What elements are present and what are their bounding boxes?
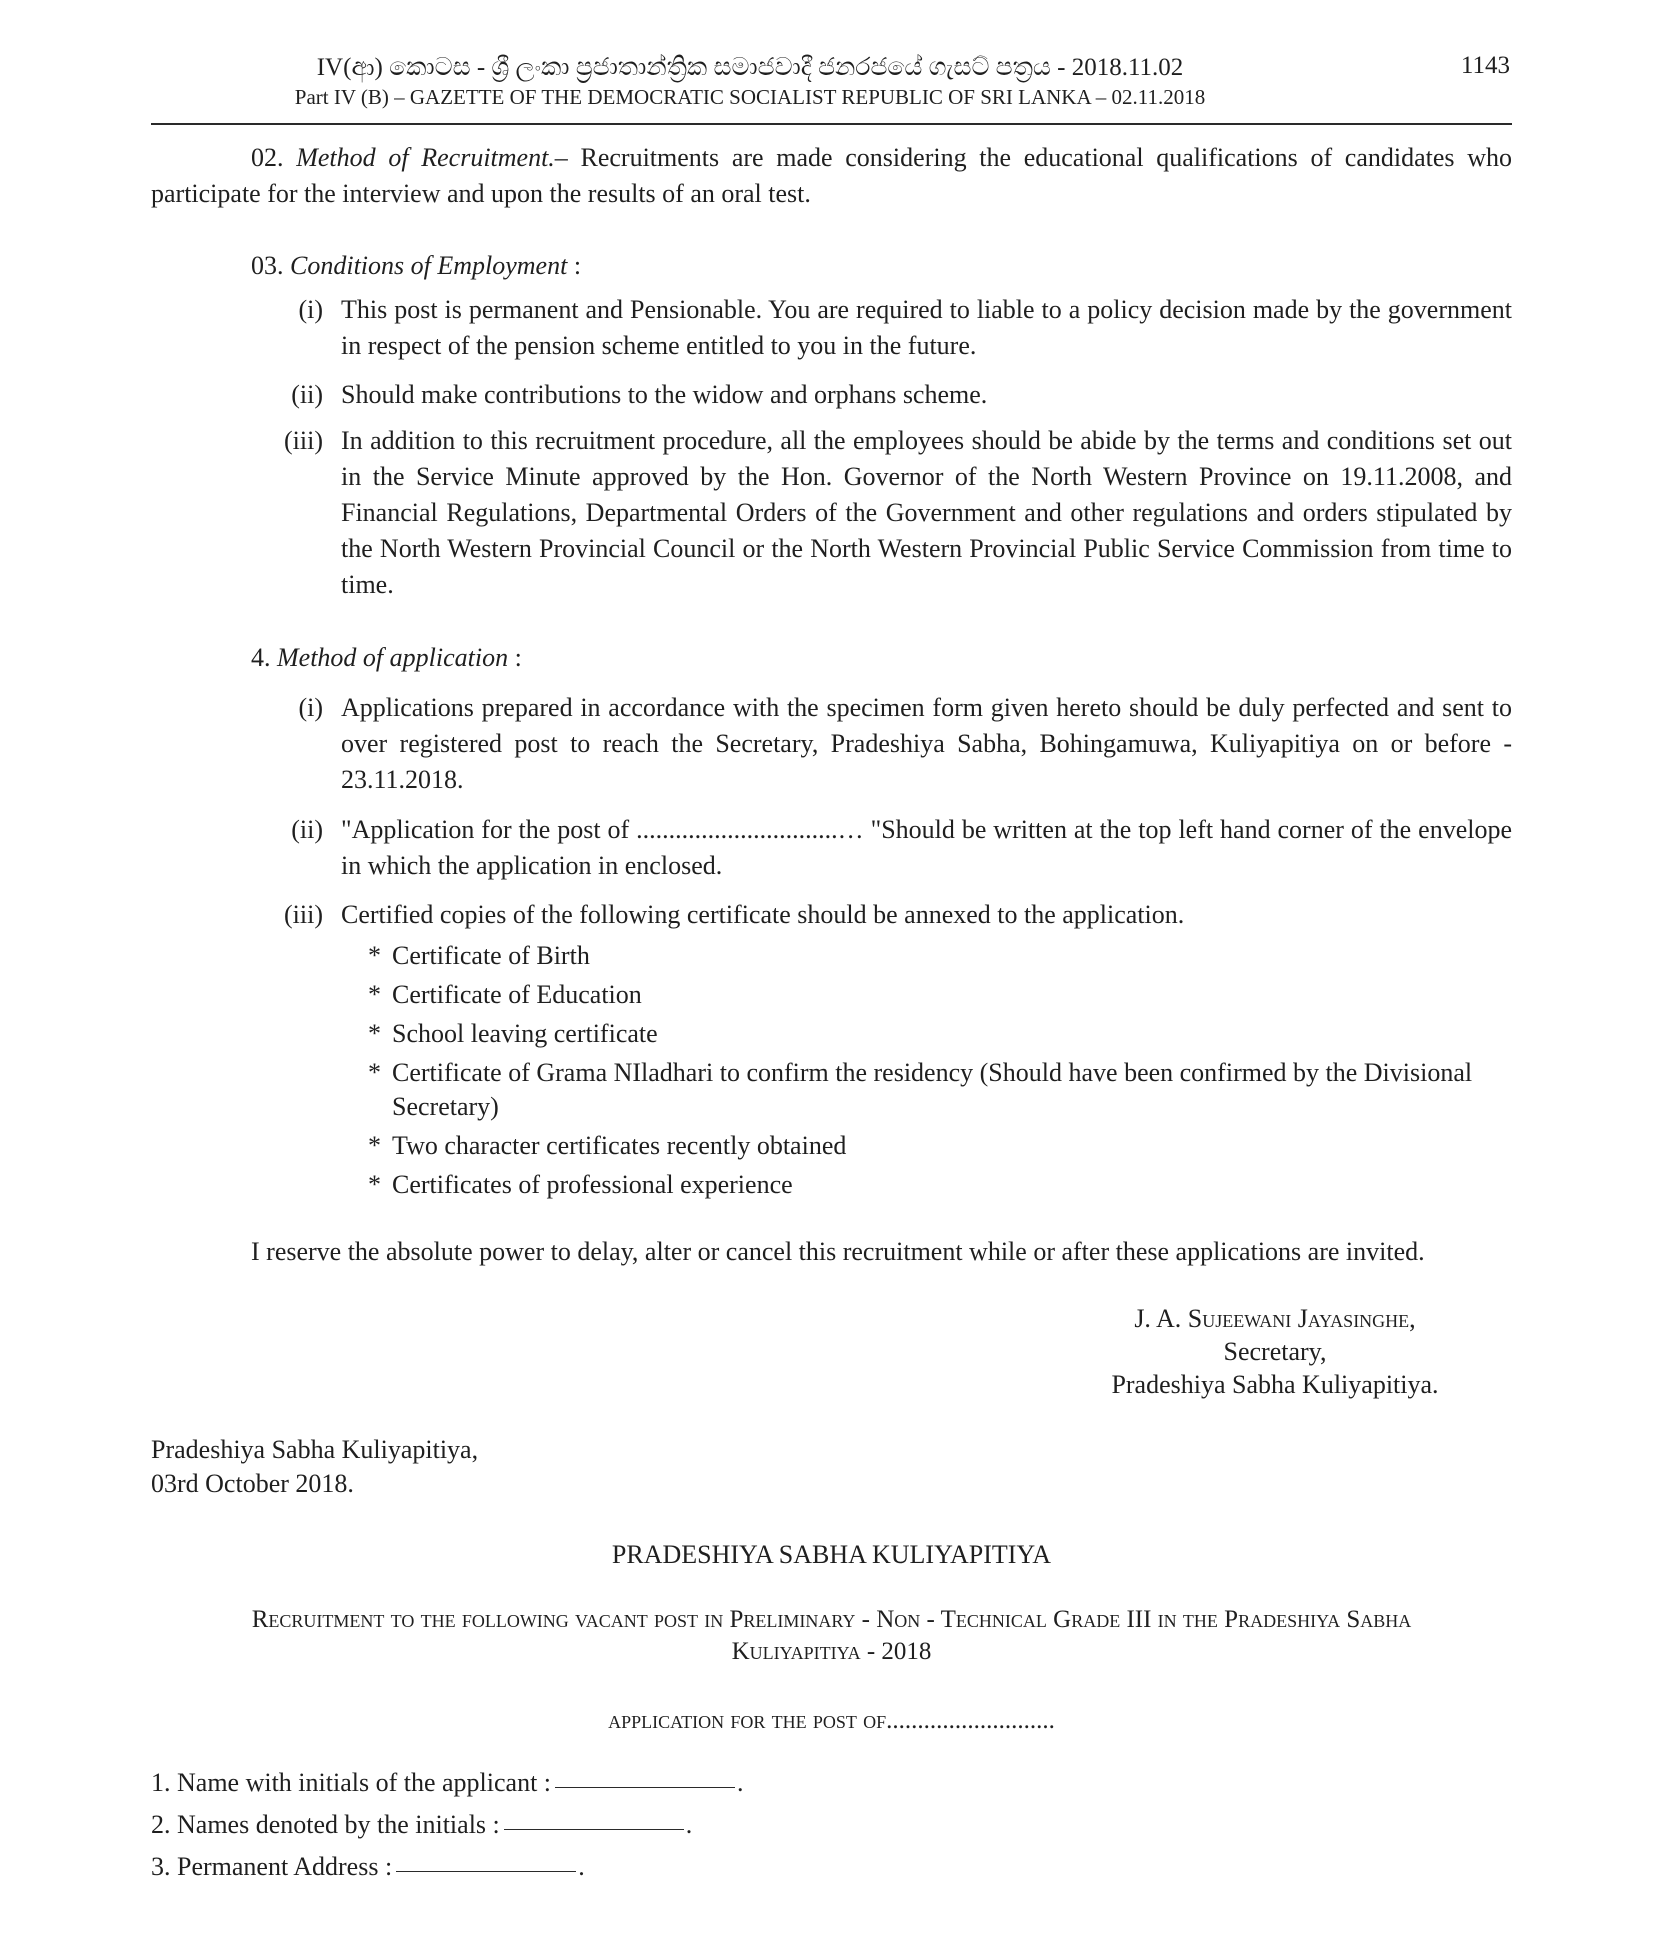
signature-office: Pradeshiya Sabha Kuliyapitiya. xyxy=(1111,1370,1439,1399)
certificate-text: Certificate of Education xyxy=(392,980,642,1009)
bullet-star: * xyxy=(368,1058,381,1087)
section-2-number: 02. xyxy=(251,143,284,172)
item-text: In addition to this recruitment procedure, all the employees should be abide by the terms and conditions set out in the Service Minute approved by the Hon. Governor of the North Western Province on 19.11.2008, and Financial Regulations, Departmental Orders of the Government and other regulations and orders stipulated by the North Western Provincial Council or the North Western Provincial Public Service Commission from time to time. xyxy=(341,426,1512,599)
certificate-list-item xyxy=(368,978,1512,1012)
form-org-title: PRADESHIYA SABHA KULIYAPITIYA xyxy=(611,1540,1052,1569)
section-3-title: Conditions of Employment xyxy=(290,251,568,280)
item-text: "Application for the post of ...............................… "Should be written at the top left hand corner of the envelope in which the application in enclosed. xyxy=(341,815,1512,880)
field-end: . xyxy=(578,1852,585,1881)
application-dots: ........................... xyxy=(886,1707,1055,1734)
item-number: (ii) xyxy=(291,380,323,409)
item-text: This post is permanent and Pensionable. You are required to liable to a policy decision made by the government in respect of the pension scheme entitled to you in the future. xyxy=(341,295,1512,360)
section-4-title: Method of application xyxy=(277,643,509,672)
item-text: Applications prepared in accordance with the specimen form given hereto should be duly perfected and sent to over registered post to reach the Secretary, Pradeshiya Sabha, Bohingamuwa, Kuliyapitiya on or before - 23.11.2018. xyxy=(341,693,1512,794)
form-recruitment-line-1: Recruitment to the following vacant post in Preliminary - Non - Technical Grade III in the Pradeshiya Sabha xyxy=(251,1606,1412,1633)
item-number: (iii) xyxy=(284,426,323,455)
section-4-item-2 xyxy=(251,812,1512,884)
field-label: 2. Names denoted by the initials : xyxy=(151,1810,500,1839)
bullet-star: * xyxy=(368,980,381,1009)
certificate-list-item xyxy=(368,939,1512,973)
section-2-text: Recruitments are made considering the educational qualifications of candidates who participate for the interview and upon the results of an oral test. xyxy=(151,143,1513,208)
signature-name xyxy=(1000,1302,1550,1335)
bullet-star: * xyxy=(368,941,381,970)
certificate-text: School leaving certificate xyxy=(392,1019,658,1048)
section-4-number: 4. xyxy=(251,643,271,672)
form-field-names-denoted xyxy=(151,1808,1512,1842)
form-field-permanent-address xyxy=(151,1850,1512,1884)
reserve-note: I reserve the absolute power to delay, alter or cancel this recruitment while or after these applications are invited. xyxy=(251,1237,1425,1266)
field-label: 1. Name with initials of the applicant : xyxy=(151,1768,552,1797)
header-sinhala-line: IV(ආ) කොටස - ශ්‍රී ලංකා ප්‍රජාතාන්ත්‍රික සමාජවාදී ජනරජයේ ගැසට් පත්‍රය - 2018.11.02 xyxy=(316,54,1184,81)
bullet-star: * xyxy=(368,1131,381,1160)
item-number: (i) xyxy=(298,295,323,324)
section-4-item-1 xyxy=(251,690,1512,798)
form-field-name-initials xyxy=(151,1766,1512,1800)
section-2-paragraph xyxy=(151,140,1512,212)
certificate-list-item xyxy=(368,1168,1512,1202)
field-blank-line xyxy=(396,1871,576,1872)
field-end: . xyxy=(737,1768,744,1797)
field-label: 3. Permanent Address : xyxy=(151,1852,393,1881)
field-blank-line xyxy=(555,1787,735,1788)
application-label: application for the post of xyxy=(608,1707,887,1734)
date-line: 03rd October 2018. xyxy=(151,1469,354,1498)
signature-title: Secretary, xyxy=(1223,1337,1327,1366)
form-application-heading xyxy=(151,1705,1512,1737)
signatory-name: J. A. Sujeewani Jayasinghe, xyxy=(1134,1304,1416,1333)
field-end: . xyxy=(685,1810,693,1839)
section-4-suffix: : xyxy=(508,643,522,672)
section-3-heading xyxy=(251,248,1251,284)
item-number: (i) xyxy=(298,693,323,722)
field-blank-line xyxy=(504,1829,684,1830)
section-4-item-3 xyxy=(251,897,1512,933)
section-2-title: Method of Recruitment.– xyxy=(296,143,568,172)
item-number: (iii) xyxy=(284,900,323,929)
header-rule xyxy=(151,123,1512,125)
item-number: (ii) xyxy=(291,815,323,844)
section-3-item-2 xyxy=(251,377,1512,413)
section-3-item-3 xyxy=(251,423,1512,603)
section-3-number: 03. xyxy=(251,251,284,280)
certificate-list-item xyxy=(368,1017,1512,1051)
form-recruitment-line-2: Kuliyapitiya - 2018 xyxy=(731,1638,932,1665)
item-text: Should make contributions to the widow and orphans scheme. xyxy=(341,380,988,409)
certificate-text: Certificate of Birth xyxy=(392,941,590,970)
bullet-star: * xyxy=(368,1019,381,1048)
page-number: 1143 xyxy=(1460,52,1510,79)
item-text: Certified copies of the following certificate should be annexed to the application. xyxy=(341,900,1185,929)
certificate-list-item xyxy=(368,1056,1512,1124)
certificate-list-item xyxy=(368,1129,1512,1163)
certificate-text: Two character certificates recently obtained xyxy=(392,1131,847,1160)
header-english-line: Part IV (B) – GAZETTE OF THE DEMOCRATIC SOCIALIST REPUBLIC OF SRI LANKA – 02.11.2018 xyxy=(294,85,1206,109)
section-4-heading xyxy=(251,640,1251,676)
section-3-suffix: : xyxy=(567,251,582,280)
certificate-text: Certificate of Grama NIladhari to confirm the residency (Should have been confirmed by the Divisional Secretary) xyxy=(392,1058,1473,1121)
bullet-star: * xyxy=(368,1170,381,1199)
certificate-text: Certificates of professional experience xyxy=(392,1170,793,1199)
place-line: Pradeshiya Sabha Kuliyapitiya, xyxy=(151,1435,479,1464)
section-3-item-1 xyxy=(251,292,1512,364)
